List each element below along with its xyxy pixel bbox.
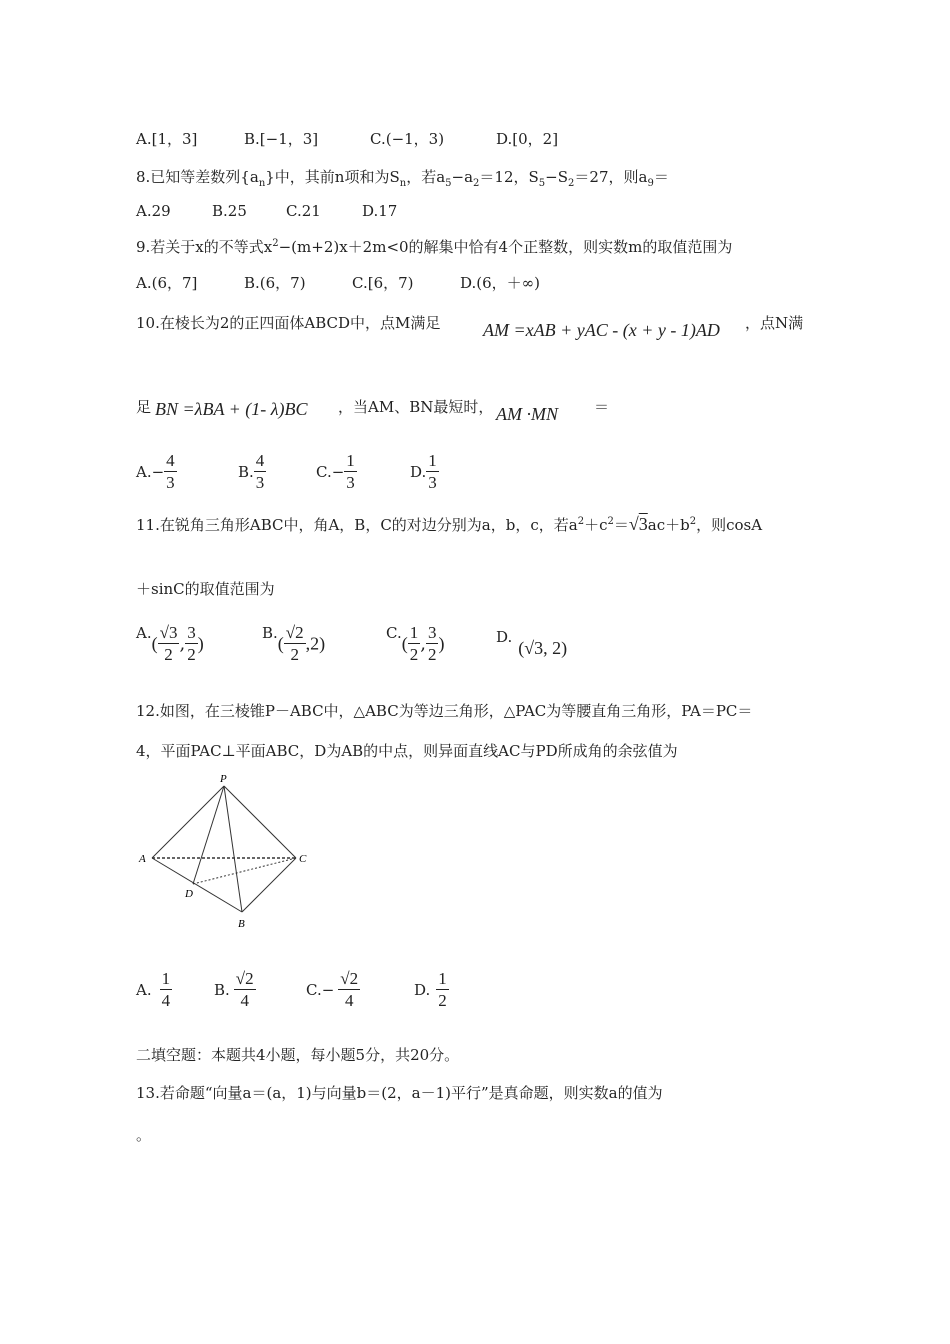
q9-option-c: C.[6，7) [352, 274, 414, 292]
q10-option-c: C.− $\frac{1}{3}$ [316, 451, 355, 492]
q8-option-c: C.21 [286, 202, 321, 220]
label-d: D [185, 888, 193, 900]
q8-option-a: A.29 [136, 202, 171, 220]
q12-option-b: B. $\frac{√2}{4}$ [214, 969, 254, 1010]
q13-stem-line2: 。 [136, 1126, 152, 1144]
edge-pd [193, 786, 224, 884]
q9-option-a: A.(6，7] [136, 274, 198, 292]
q11-option-b: B.( $\frac{√2}{2}$ ,2) [262, 623, 326, 664]
section-2-heading: 二填空题：本题共4小题，每小题5分，共20分。 [136, 1046, 460, 1064]
q10-stem-eq: ＝ [594, 398, 610, 416]
q9-stem: 9.若关于x的不等式$x^2-(m+2)x+2m<0$的解集中恰有4个正整数，则实数m的取值范围为 [136, 238, 733, 256]
q11-option-a: A.( $\frac{√3}{2}$ , $\frac{3}{2}$ ) [136, 623, 204, 664]
q10-stem-when: ，当AM、BN最短时， [338, 398, 494, 416]
q10-formula-dot: AM ·MN [496, 404, 558, 424]
edge-dc-hidden [193, 858, 296, 884]
q10-option-a: A.− $\frac{4}{3}$ [136, 451, 175, 492]
q12-option-d: D. $\frac{1}{2}$ [414, 969, 447, 1010]
q10-stem-tail: ，点N满 [745, 314, 804, 332]
label-c: C [299, 853, 307, 865]
edge-pb [224, 786, 242, 912]
q12-option-c: C.− $\frac{√2}{4}$ [306, 969, 359, 1010]
q7-option-c: C.(−1，3) [370, 130, 445, 148]
label-b: B [238, 918, 245, 930]
tetrahedron-figure [130, 770, 330, 935]
q9-option-b: B.(6，7) [244, 274, 306, 292]
q11-option-c: C.( $\frac{1}{2}$ , $\frac{3}{2}$ ) [386, 623, 445, 664]
label-a: A [139, 853, 146, 865]
q12-stem-line1: 12.如图，在三棱锥P－ABC中，△ABC为等边三角形，△PAC为等腰直角三角形，PA＝PC＝ [136, 702, 753, 720]
q11-option-d: D.(√3, 2) [496, 628, 568, 658]
q10-formula-am: AM =xAB + yAC - (x + y - 1)AD [483, 320, 720, 340]
q11-stem-line2: ＋sinC的取值范围为 [136, 580, 275, 598]
q7-option-d: D.[0，2] [496, 130, 559, 148]
q10-stem-line1: 10.在棱长为2的正四面体ABCD中，点M满足 [136, 314, 441, 332]
q7-option-a: A.[1，3] [136, 130, 198, 148]
q8-option-b: B.25 [212, 202, 247, 220]
q11-stem-line1: 11.在锐角三角形ABC中，角A，B，C的对边分别为a，b，c，若$a^2+c^2=√3ac+b^2$，则cosA [136, 514, 763, 534]
q7-option-b: B.[−1，3] [244, 130, 319, 148]
q8-stem: 8.已知等差数列$\{a_n\}$中，其前n项和为$S_n$，若$a_5-a_2=12$，$S_5-S_2=27$，则$a_9=$ [136, 168, 669, 189]
edge-pc [224, 786, 296, 858]
q12-option-a: A. $\frac{1}{4}$ [136, 969, 171, 1010]
q10-option-d: D. $\frac{1}{3}$ [410, 451, 437, 492]
edge-ab [152, 858, 242, 912]
q10-stem-prefix: 足 [136, 398, 152, 416]
q13-stem-line1: 13.若命题“向量a＝(a，1)与向量b＝(2，a－1)平行”是真命题，则实数a的值为 [136, 1084, 663, 1102]
q9-option-d: D.(6，＋∞) [460, 274, 541, 292]
q12-stem-line2: 4，平面PAC⊥平面ABC，D为AB的中点，则异面直线AC与PD所成角的余弦值为 [136, 742, 678, 760]
edge-bc [242, 858, 296, 912]
label-p: P [220, 773, 227, 785]
q10-formula-bn: BN =λBA + (1- λ)BC [155, 399, 308, 419]
q10-option-b: B. $\frac{4}{3}$ [238, 451, 265, 492]
edge-pa [152, 786, 224, 858]
q8-option-d: D.17 [362, 202, 398, 220]
